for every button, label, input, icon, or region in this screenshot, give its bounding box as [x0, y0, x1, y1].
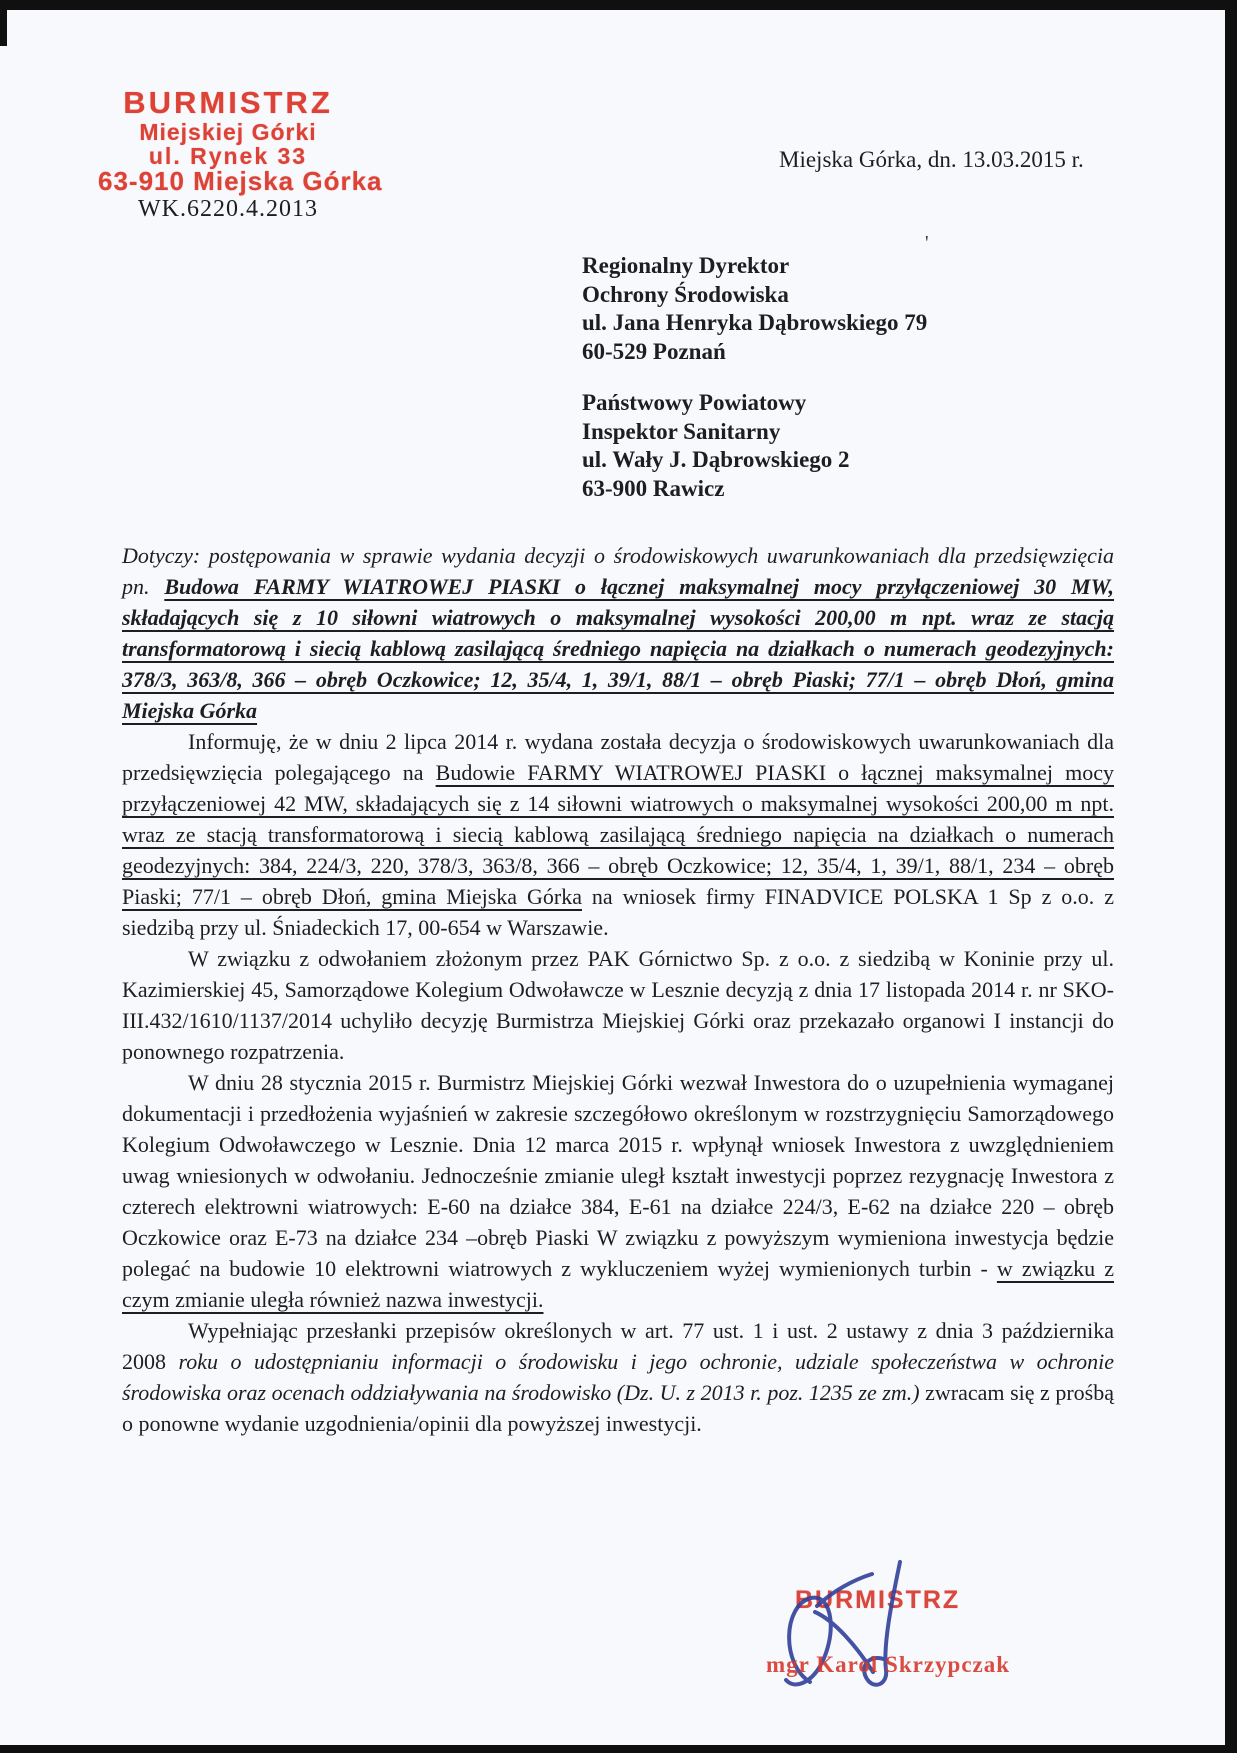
recipient-environmental-director: [582, 252, 927, 366]
signature-flourish-stroke: [817, 1574, 872, 1606]
recipient-line: ul. Wały J. Dąbrowskiego 2: [582, 447, 850, 472]
recipient-line: 63-900 Rawicz: [582, 475, 725, 501]
scan-edge-bottom: [0, 1745, 1237, 1753]
burmistrz-stamp-text: BURMISTRZ: [795, 1586, 961, 1614]
subject-project-title: Budowa FARMY WIATROWEJ PIASKI o łącznej maksymalnej mocy przyłączeniowej 30 MW, składających się z 10 siłowni wiatrowych o maksymalnej wysokości 200,00 m npt. wraz ze stacją transformatorową i siecią kablową zasilającą średniego napięcia na działkach o numerach geodezyjnych: 378/3, 363/8, 366 – obręb Oczkowice; 12, 35/4, 1, 39/1, 88/1 – obręb Piaski; 77/1 – obręb Dłoń, gmina Miejska Górka: [122, 574, 1115, 723]
sender-stamp-street: ul. Rynek 33: [148, 143, 308, 169]
paragraph-underlined-name-change: w związku z czym zmianie uległa również nazwa inwestycji.: [122, 1256, 1114, 1312]
sender-stamp-city: 63-910 Miejska Górka: [98, 166, 383, 196]
paragraph-request: [122, 1315, 1114, 1439]
recipient-line: Ochrony Środowiska: [582, 281, 789, 307]
handwritten-signature: [715, 1550, 975, 1725]
paragraph-text: Wypełniając przesłanki przepisów określonych w art. 77 ust. 1 i ust. 2 ustawy z dnia 3 października 2008: [122, 1318, 1114, 1374]
paragraph-text: W dniu 28 stycznia 2015 r. Burmistrz Miejskiej Górki wezwał Inwestora do o uzupełnienia wymaganej dokumentacji i przedłożenia wyjaśnień w zakresie szczegółowo określonym w rozstrzygnięciu Samorządowego Kolegium Odwoławczego w Lesznie. Dnia 12 marca 2015 r. wpłynął wniosek Inwestora z uwzględnieniem uwag wniesionych w odwołaniu. Jednocześnie zmianie uległ kształt inwestycji poprzez rezygnację Inwestora z czterech elektrowni wiatrowych: E-60 na działce 384, E-61 na działce 224/3, E-62 na działce 220 – obręb Oczkowice oraz E-73 na działce 234 –obręb Piaski W związku z powyższym wymieniona inwestycja będzie polegać na budowie 10 elektrowni wiatrowych z wykluczeniem wyżej wymienionych turbin -: [122, 1070, 1114, 1281]
reference-number: WK.6220.4.2013: [138, 196, 318, 222]
recipient-sanitary-inspector: [582, 389, 927, 503]
subject-paragraph: [122, 540, 1114, 726]
recipient-line: 60-529 Poznań: [582, 338, 726, 364]
paragraph-text: na wniosek firmy FINADVICE POLSKA 1 Sp z o.o. z siedzibą przy ul. Śniadeckich 17, 00-654 w Warszawie.: [122, 884, 1114, 940]
paragraph-decision-2014: [122, 726, 1114, 943]
recipient-line: Państwowy Powiatowy: [582, 390, 807, 415]
sender-stamp-title: BURMISTRZ: [123, 85, 333, 120]
date-line: Miejska Górka, dn. 13.03.2015 r.: [779, 147, 1084, 172]
recipient-line: Inspektor Sanitarny: [582, 418, 781, 444]
scan-edge-left: [0, 0, 7, 46]
letter-body: [122, 540, 1114, 1439]
subject-intro: Dotyczy: postępowania w sprawie wydania decyzji o środowiskowych uwarunkowaniach dla przedsięwzięcia pn.: [122, 543, 1114, 599]
sender-stamp-municipality: Miejskiej Górki: [139, 119, 317, 145]
paragraph-text: W związku z odwołaniem złożonym przez PAK Górnictwo Sp. z o.o. z siedzibą w Koninie przy ul. Kazimierskiej 45, Samorządowe Kolegium Odwoławcze w Lesznie decyzją z dnia 17 listopada 2014 r. nr SKO-III.432/1610/1137/2014 uchyliło decyzję Burmistrza Miejskiej Górki oraz przekazało organowi I instancji do ponownego rozpatrzenia.: [122, 946, 1114, 1064]
paragraph-act-title-italic: roku o udostępnianiu informacji o środowisku i jego ochronie, udziale społeczeństwa w ochronie środowiska oraz ocenach oddziaływania na środowisko (Dz. U. z 2013 r. poz. 1235 ze zm.): [122, 1349, 1115, 1405]
paragraph-investor-changes: [122, 1067, 1114, 1315]
paragraph-underlined-project: Budowie FARMY WIATROWEJ PIASKI o łącznej maksymalnej mocy przyłączeniowej 42 MW, składających się z 14 siłowni wiatrowych o maksymalnej wysokości 200,00 m npt. wraz ze stacją transformatorową i siecią kablową zasilającą średniego napięcia na działkach o numerach geodezyjnych: 384, 224/3, 220, 378/3, 363/8, 366 – obręb Oczkowice; 12, 35/4, 1, 39/1, 88/1, 234 – obręb Piaski; 77/1 – obręb Dłoń, gmina Miejska Górka: [122, 760, 1114, 909]
recipient-line: Regionalny Dyrektor: [582, 253, 790, 278]
recipients-block: [582, 252, 927, 503]
sender-stamp: [98, 85, 383, 196]
paragraph-text: Informuję, że w dniu 2 lipca 2014 r. wydana została decyzja o środowiskowych uwarunkowaniach dla przedsięwzięcia polegającego na: [122, 729, 1114, 785]
paragraph-text: zwracam się z prośbą o ponowne wydanie uzgodnienia/opinii dla powyższej inwestycji.: [122, 1380, 1114, 1436]
scan-artifact-mark: ': [925, 232, 929, 254]
scan-edge-right: [1225, 0, 1237, 1753]
scan-edge-top: [0, 0, 1237, 10]
paragraph-appeal: [122, 943, 1114, 1067]
signer-name-stamp: mgr Karol Skrzypczak: [766, 1652, 1011, 1677]
recipient-line: ul. Jana Henryka Dąbrowskiego 79: [582, 310, 928, 335]
